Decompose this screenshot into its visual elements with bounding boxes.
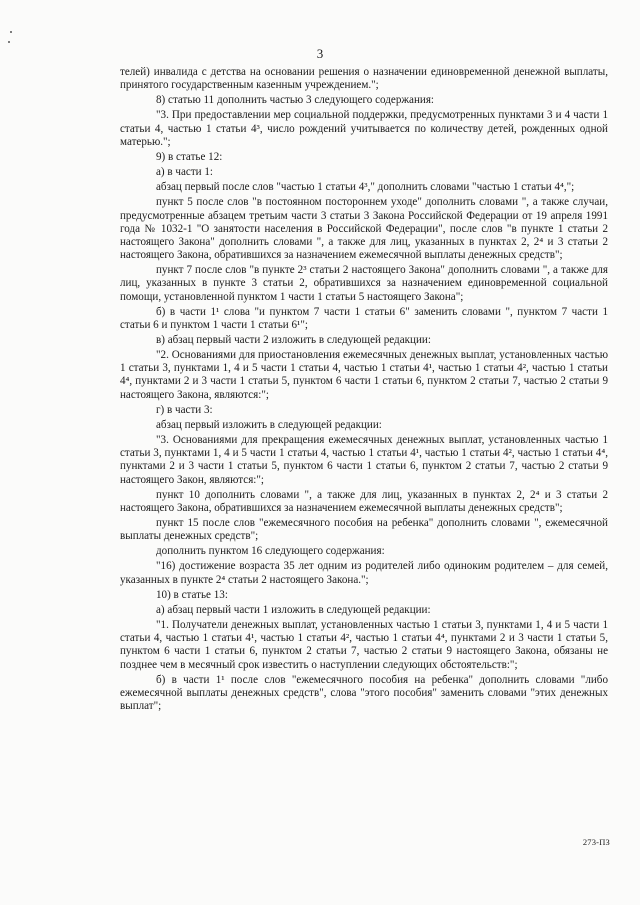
paragraph: "16) достижение возраста 35 лет одним из родителей либо одиноким родителем – для семей, указанных в пункте 2⁴ статьи 2 настоящего Закона."; xyxy=(120,560,608,586)
scan-speck xyxy=(10,31,12,33)
paragraph: пункт 5 после слов "в постоянном постороннем уходе" дополнить словами ", а также случаи, предусмотренные абзацем третьим части 3 статьи 3 Закона Российской Федерации от 19 апреля 1991 года № 1032-1 "О занятости населения в Российской Федерации", после слов "в пункте 1 статьи 2 настоящего Закона" дополнить словами ", а также для лиц, указанных в пунктах 2, 2⁴ и 3 статьи 2 настоящего Закона, обратившихся за назначением ежемесячной выплаты денежных средств"; xyxy=(120,196,608,262)
paragraph: пункт 15 после слов "ежемесячного пособия на ребенка" дополнить словами ", ежемесячной выплаты денежных средств"; xyxy=(120,517,608,543)
paragraph: б) в части 1¹ слова "и пунктом 7 части 1 статьи 6" заменить словами ", пунктом 7 части 1 статьи 6 и пунктом 1 части 1 статьи 6¹"; xyxy=(120,305,608,331)
paragraph: "2. Основаниями для приостановления ежемесячных денежных выплат, установленных частью 1 статьи 3, пунктами 1, 4 и 5 части 1 статьи 4, частью 1 статьи 4¹, частью 1 статьи 4², частью 1 статьи 4⁴, пунктами 2 и 3 части 1 статьи 5, пунктом 6 части 1 статьи 6, пунктом 2 статьи 7, частью 2 статьи 9 настоящего Закона, являются:"; xyxy=(120,349,608,401)
paragraph: дополнить пунктом 16 следующего содержания: xyxy=(156,545,385,558)
paragraph: 10) в статье 13: xyxy=(156,588,228,601)
paragraph: 8) статью 11 дополнить частью 3 следующего содержания: xyxy=(156,94,435,107)
paragraph: "3. При предоставлении мер социальной поддержки, предусмотренных пунктами 3 и 4 части 1 статьи 4, частью 1 статьи 4³, число рождений учитывается по количеству детей, рожденных одной матерью."; xyxy=(120,109,608,148)
paragraph: пункт 7 после слов "в пункте 2³ статьи 2 настоящего Закона" дополнить словами ", а также для лиц, указанных в пункте 3 статьи 2, обратившихся за назначением единовременной социальной помощи, установленной пунктом 1 части 1 статьи 5 настоящего Закона"; xyxy=(120,264,608,303)
scan-speck xyxy=(8,41,10,43)
paragraph: б) в части 1¹ после слов "ежемесячного пособия на ребенка" дополнить словами "либо ежемесячной выплаты денежных средств", слова "этого пособия" заменить словами "этих денежных выплат"; xyxy=(120,673,608,713)
paragraph: абзац первый изложить в следующей редакции: xyxy=(156,418,382,431)
page-number: 3 xyxy=(316,46,324,61)
paragraph: г) в части 3: xyxy=(156,403,213,416)
document-code: 273-ПЗ xyxy=(582,837,610,847)
paragraph: пункт 10 дополнить словами ", а также для лиц, указанных в пунктах 2, 2⁴ и 3 статьи 2 настоящего Закона, обратившихся за назначением ежемесячной выплаты денежных средств"; xyxy=(120,488,608,514)
paragraph: в) абзац первый части 2 изложить в следующей редакции: xyxy=(156,333,431,346)
paragraph: 9) в статье 12: xyxy=(156,150,223,163)
document-body xyxy=(120,66,608,715)
paragraph: "3. Основаниями для прекращения ежемесячных денежных выплат, установленных частью 1 статьи 3, пунктами 1, 4 и 5 части 1 статьи 4, частью 1 статьи 4¹, частью 1 статьи 4², частью 1 статьи 4⁴, пунктами 2 и 3 части 1 статьи 5, пунктом 6 части 1 статьи 6, пунктом 2 статьи 7, частью 2 статьи 9 настоящего Закон, являются:"; xyxy=(120,434,608,486)
paragraph: абзац первый после слов "частью 1 статьи 4³," дополнить словами "частью 1 статьи 4⁴,"; xyxy=(156,181,575,194)
paragraph: "1. Получатели денежных выплат, установленных частью 1 статьи 3, пунктами 1, 4 и 5 части 1 статьи 4, частью 1 статьи 4¹, частью 1 статьи 4², частью 1 статьи 4⁴, пунктами 2 и 3 части 1 статьи 5, пунктом 6 части 1 статьи 6, пунктом 2 статьи 7, частью 2 статьи 9 настоящего Закона, обязаны не позднее чем в месячный срок известить о наступлении следующих обстоятельств:"; xyxy=(120,619,608,671)
paragraph: телей) инвалида с детства на основании решения о назначении единовременной денежной выплаты, принятого государственным казенным учреждением."; xyxy=(120,66,608,92)
paragraph: а) абзац первый части 1 изложить в следующей редакции: xyxy=(156,603,431,616)
paragraph: а) в части 1: xyxy=(156,166,214,179)
